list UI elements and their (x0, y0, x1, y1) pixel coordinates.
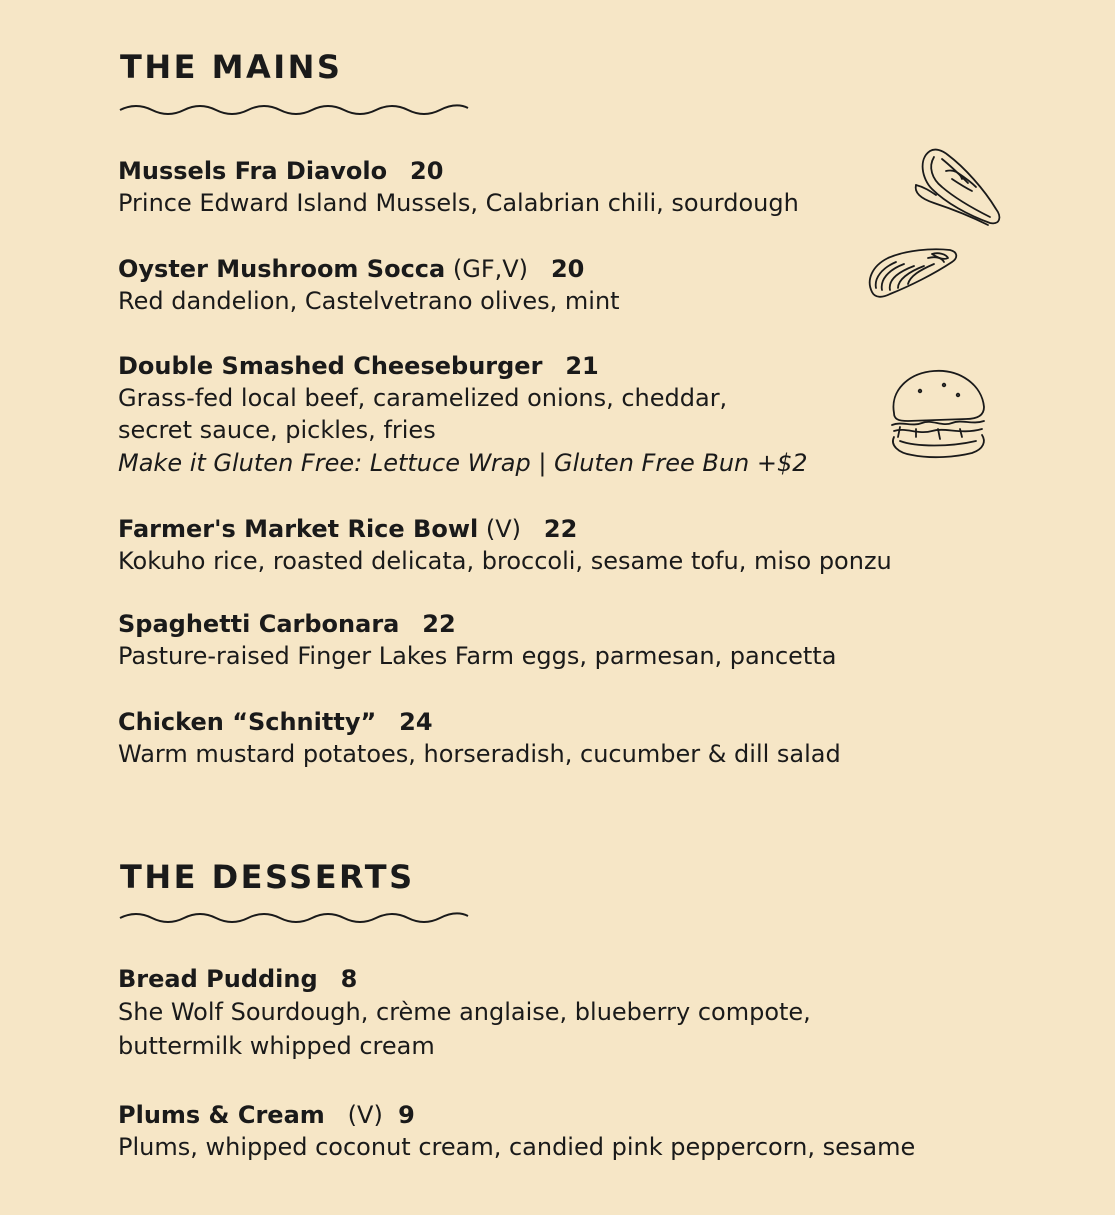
burger-icon (886, 367, 990, 461)
item-title (118, 963, 998, 995)
item-dietary-tag: (V) (485, 515, 522, 543)
menu-item-rice-bowl (118, 513, 998, 577)
item-title (118, 706, 998, 738)
item-price: 24 (399, 708, 433, 736)
item-description: Warm mustard potatoes, horseradish, cucumber & dill salad (118, 740, 841, 768)
item-price: 20 (410, 157, 444, 185)
item-description-line-2: buttermilk whipped cream (118, 1032, 435, 1060)
item-description: Pasture-raised Finger Lakes Farm eggs, parmesan, pancetta (118, 642, 837, 670)
menu-item-bread-pudding (118, 963, 998, 1063)
item-description: Kokuho rice, roasted delicata, broccoli, sesame tofu, miso ponzu (118, 547, 892, 575)
item-description: Grass-fed local beef, caramelized onions, cheddar, (118, 384, 728, 412)
item-price: 20 (550, 255, 585, 283)
item-description: Plums, whipped coconut cream, candied pink peppercorn, sesame (118, 1133, 916, 1161)
item-dietary-tag: (GF,V) (452, 255, 529, 283)
menu-item-cheeseburger (118, 350, 998, 480)
item-name: Spaghetti Carbonara (118, 610, 400, 638)
desserts-heading: THE DESSERTS (120, 858, 415, 896)
menu-item-carbonara (118, 608, 998, 672)
item-description: She Wolf Sourdough, crème anglaise, blueberry compote, (118, 998, 811, 1026)
item-dietary-tag: (V) (347, 1101, 383, 1129)
menu-item-plums-cream (118, 1099, 998, 1163)
menu-item-chicken-schnitty (118, 706, 998, 770)
item-description: Prince Edward Island Mussels, Calabrian chili, sourdough (118, 189, 799, 217)
item-name: Farmer's Market Rice Bowl (118, 515, 479, 543)
item-name: Plums & Cream (118, 1101, 325, 1129)
menu-item-mussels (118, 155, 998, 219)
oyster-shell-icon (866, 246, 960, 302)
item-name: Bread Pudding (118, 965, 318, 993)
item-price: 22 (422, 610, 456, 638)
item-title (118, 350, 998, 382)
item-price: 22 (543, 515, 578, 543)
item-name: Double Smashed Cheeseburger (118, 352, 543, 380)
item-name: Chicken “Schnitty” (118, 708, 377, 736)
item-name: Mussels Fra Diavolo (118, 157, 388, 185)
item-title (118, 155, 998, 187)
mussel-icon (912, 145, 1002, 229)
item-name: Oyster Mushroom Socca (118, 255, 446, 283)
item-title (118, 1099, 998, 1131)
item-price: 8 (340, 965, 358, 993)
desserts-wave-divider (118, 908, 470, 924)
mains-wave-divider (118, 100, 470, 116)
gluten-free-note: Make it Gluten Free: Lettuce Wrap | Gluten Free Bun +$2 (118, 449, 808, 477)
item-description-line-2: secret sauce, pickles, fries (118, 416, 436, 444)
item-title (118, 513, 998, 545)
item-title (118, 608, 998, 640)
item-description: Red dandelion, Castelvetrano olives, mint (118, 287, 620, 315)
item-price: 21 (565, 352, 599, 380)
mains-heading: THE MAINS (120, 48, 343, 86)
item-price: 9 (398, 1101, 415, 1129)
